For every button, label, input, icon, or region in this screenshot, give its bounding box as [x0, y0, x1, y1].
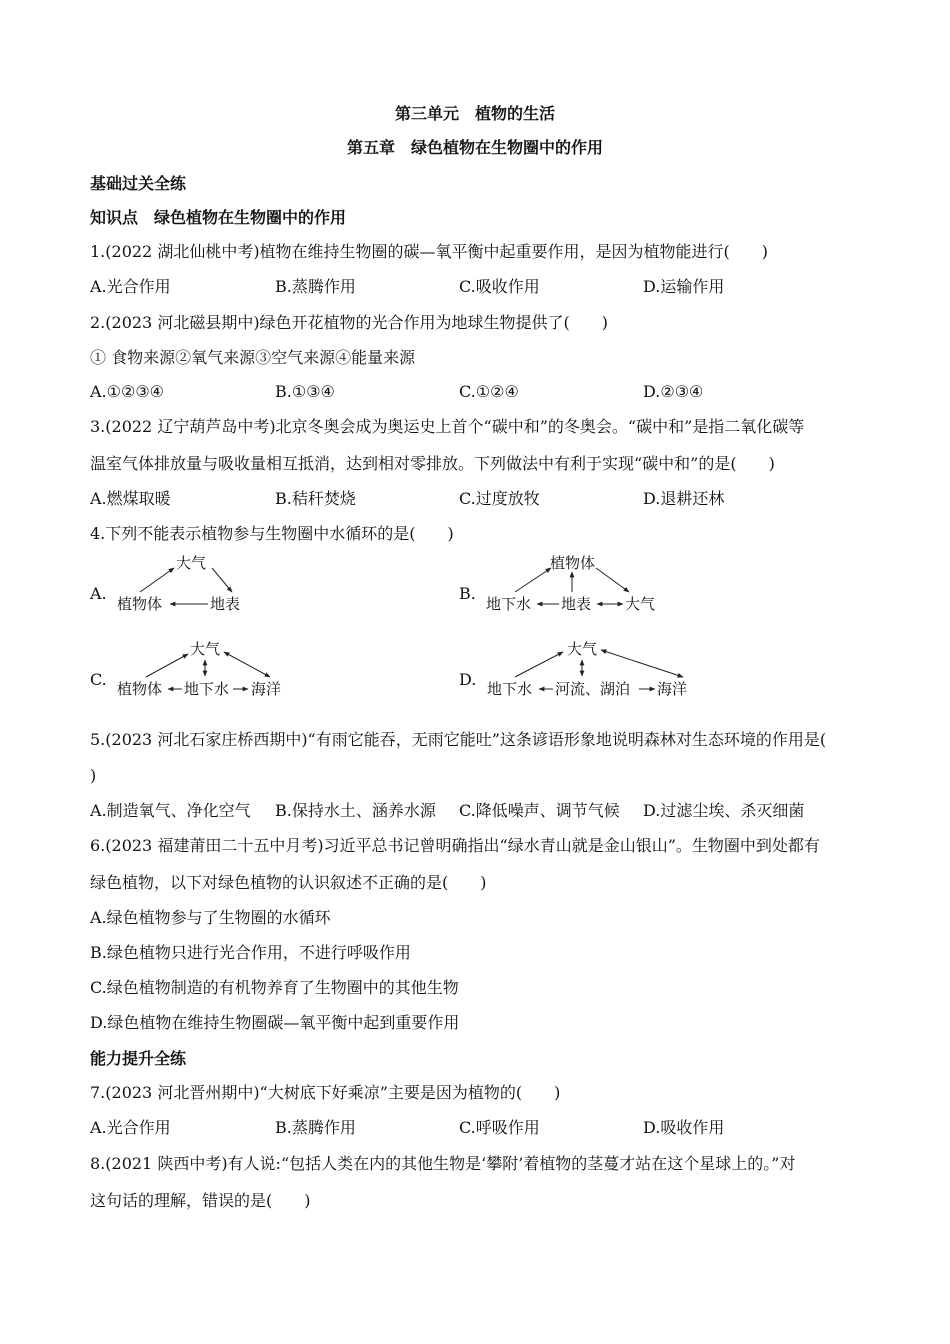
q5-stem-line2: )	[90, 766, 97, 785]
q4-diagram-d[interactable]	[459, 638, 719, 702]
q4-a-right: 地表	[210, 595, 241, 613]
q2-option-d[interactable]: D.②③④	[643, 382, 704, 401]
q4-a-top: 大气	[176, 554, 207, 572]
q4-d-mid: 河流、湖泊	[555, 680, 631, 698]
q4-diagram-a-label: A.	[90, 584, 107, 603]
q3-stem-line1: 3.(2022 辽宁葫芦岛中考)北京冬奥会成为奥运史上首个“碳中和”的冬奥会。“碳中和”是指二氧化碳等	[90, 417, 805, 436]
q4-d-right: 海洋	[657, 680, 688, 698]
q4-c-left: 植物体	[117, 680, 163, 698]
q2-stem: 2.(2023 河北磁县期中)绿色开花植物的光合作用为地球生物提供了( )	[90, 313, 609, 332]
q4-b-top: 植物体	[550, 554, 596, 572]
q5-option-c[interactable]: C.降低噪声、调节气候	[459, 801, 620, 820]
q4-b-mid: 地表	[561, 595, 592, 613]
q1-option-a[interactable]: A.光合作用	[90, 277, 171, 296]
q4-stem: 4.下列不能表示植物参与生物圈中水循环的是( )	[90, 524, 454, 543]
q6-option-c[interactable]: C.绿色植物制造的有机物养育了生物圈中的其他生物	[90, 978, 459, 997]
q3-option-c[interactable]: C.过度放牧	[459, 489, 540, 508]
q4-diagram-b-label: B.	[459, 584, 476, 603]
q7-stem: 7.(2023 河北晋州期中)“大树底下好乘凉”主要是因为植物的( )	[90, 1083, 561, 1102]
q8-stem-line2: 这句话的理解，错误的是( )	[90, 1191, 311, 1210]
q4-d-arrows	[459, 638, 719, 702]
q4-b-right: 大气	[625, 595, 656, 613]
q4-c-right: 海洋	[251, 680, 282, 698]
section-advanced: 能力提升全练	[90, 1049, 187, 1068]
q5-stem-line1: 5.(2023 河北石家庄桥西期中)“有雨它能吞，无雨它能吐”这条谚语形象地说明森林对生态环境的作用是(	[90, 730, 827, 749]
q7-option-a[interactable]: A.光合作用	[90, 1118, 171, 1137]
q2-option-b[interactable]: B.①③④	[275, 382, 335, 401]
q4-diagram-c-label: C.	[90, 670, 107, 689]
q7-option-b[interactable]: B.蒸腾作用	[275, 1118, 356, 1137]
q4-c-arrows	[90, 638, 340, 702]
section-basic: 基础过关全练	[90, 174, 187, 193]
q4-diagram-a[interactable]	[90, 552, 340, 616]
q4-diagram-b[interactable]	[459, 552, 709, 616]
q7-option-d[interactable]: D.吸收作用	[643, 1118, 725, 1137]
q2-option-c[interactable]: C.①②④	[459, 382, 519, 401]
q5-option-d[interactable]: D.过滤尘埃、杀灭细菌	[643, 801, 805, 820]
q6-option-a[interactable]: A.绿色植物参与了生物圈的水循环	[90, 908, 331, 927]
q6-option-b[interactable]: B.绿色植物只进行光合作用，不进行呼吸作用	[90, 943, 411, 962]
q4-b-arrows	[459, 552, 709, 616]
q2-sub: ① 食物来源②氧气来源③空气来源④能量来源	[90, 348, 416, 367]
q4-c-mid: 地下水	[184, 680, 230, 698]
q4-c-top: 大气	[190, 640, 221, 658]
q4-a-left: 植物体	[117, 595, 163, 613]
q6-stem-line2: 绿色植物，以下对绿色植物的认识叙述不正确的是( )	[90, 873, 487, 892]
q5-option-b[interactable]: B.保持水土、涵养水源	[275, 801, 436, 820]
q4-a-arrows	[90, 552, 340, 616]
q1-option-c[interactable]: C.吸收作用	[459, 277, 540, 296]
section-knowledge-point: 知识点 绿色植物在生物圈中的作用	[90, 208, 347, 227]
q6-option-d[interactable]: D.绿色植物在维持生物圈碳—氧平衡中起到重要作用	[90, 1013, 460, 1032]
q4-diagram-d-label: D.	[459, 670, 477, 689]
q3-option-a[interactable]: A.燃煤取暖	[90, 489, 171, 508]
q3-option-b[interactable]: B.秸秆焚烧	[275, 489, 356, 508]
q1-stem: 1.(2022 湖北仙桃中考)植物在维持生物圈的碳—氧平衡中起重要作用，是因为植物能进行( )	[90, 242, 769, 261]
q8-stem-line1: 8.(2021 陕西中考)有人说:“包括人类在内的其他生物是‘攀附’着植物的茎蔓才站在这个星球上的。”对	[90, 1154, 796, 1173]
q6-stem-line1: 6.(2023 福建莆田二十五中月考)习近平总书记曾明确指出“绿水青山就是金山银山”。生物圈中到处都有	[90, 836, 820, 855]
q2-option-a[interactable]: A.①②③④	[90, 382, 165, 401]
q7-option-c[interactable]: C.呼吸作用	[459, 1118, 540, 1137]
q4-d-left: 地下水	[487, 680, 533, 698]
unit-title: 第三单元 植物的生活	[394, 104, 555, 123]
q3-option-d[interactable]: D.退耕还林	[643, 489, 725, 508]
q5-option-a[interactable]: A.制造氧气、净化空气	[90, 801, 251, 820]
q1-option-d[interactable]: D.运输作用	[643, 277, 725, 296]
q4-d-top: 大气	[567, 640, 598, 658]
q4-b-left: 地下水	[486, 595, 532, 613]
q4-diagram-c[interactable]	[90, 638, 340, 702]
q3-stem-line2: 温室气体排放量与吸收量相互抵消，达到相对零排放。下列做法中有利于实现“碳中和”的是( )	[90, 454, 775, 473]
chapter-title: 第五章 绿色植物在生物圈中的作用	[346, 138, 603, 157]
q1-option-b[interactable]: B.蒸腾作用	[275, 277, 356, 296]
